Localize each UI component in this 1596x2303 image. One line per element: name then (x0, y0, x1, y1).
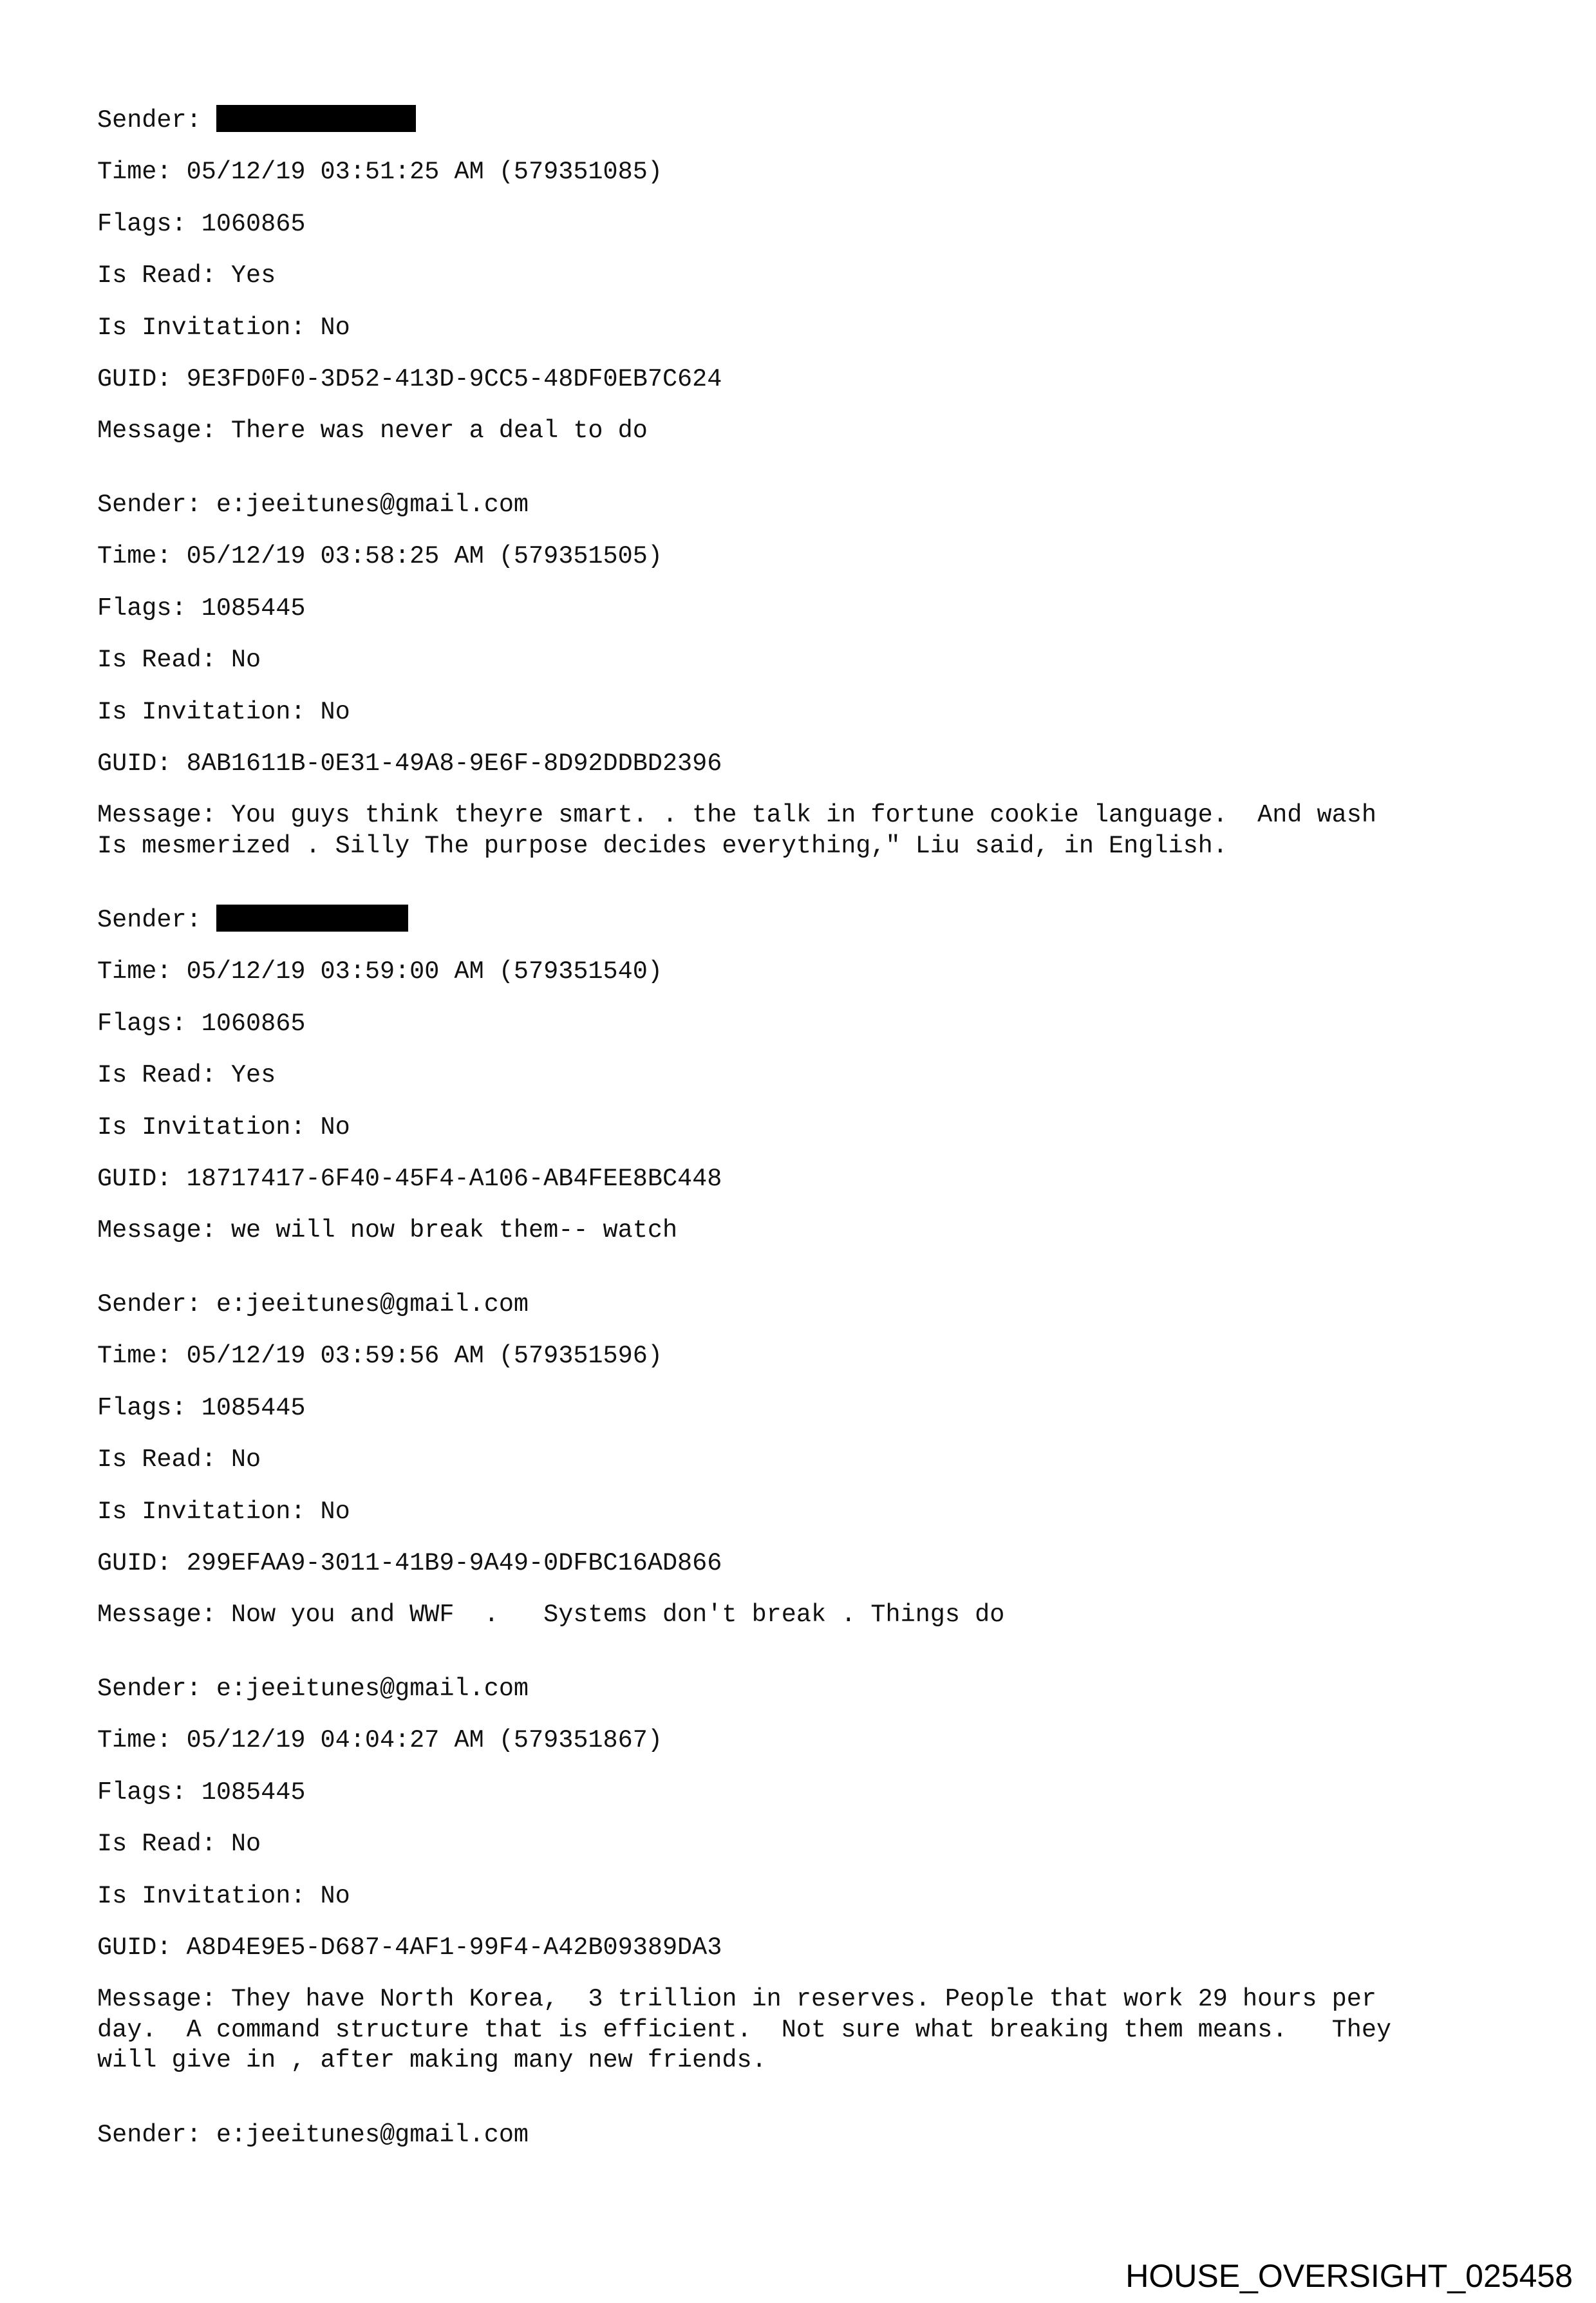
flags-line: Flags: 1085445 (97, 1394, 306, 1422)
sender-address: e:jeeitunes@gmail.com (216, 1290, 529, 1319)
flags-line: Flags: 1060865 (97, 210, 306, 238)
is-read-line: Is Read: No (97, 1445, 261, 1474)
message-text: Message: we will now break them-- watch (97, 1216, 678, 1245)
is-invitation-line: Is Invitation: No (97, 1882, 350, 1910)
is-read-line: Is Read: Yes (97, 1061, 276, 1089)
redaction-bar (216, 905, 408, 932)
bates-number: HOUSE_OVERSIGHT_025458 (1125, 2258, 1573, 2294)
guid-line: GUID: 9E3FD0F0-3D52-413D-9CC5-48DF0EB7C624 (97, 365, 722, 393)
time-line: Time: 05/12/19 04:04:27 AM (579351867) (97, 1726, 662, 1754)
message-text: Message: They have North Korea, 3 trillion in reserves. People that work 29 hours per day. A command structure that is efficient. Not sure what breaking them means. They will give in , after making many new friends. (97, 1985, 1392, 2074)
is-invitation-line: Is Invitation: No (97, 698, 350, 726)
flags-line: Flags: 1085445 (97, 594, 306, 623)
sender-line (97, 489, 529, 520)
flags-line: Flags: 1085445 (97, 1778, 306, 1807)
sender-line (97, 905, 408, 935)
sender-line (97, 105, 416, 136)
message-text: Message: Now you and WWF . Systems don't break . Things do (97, 1601, 1005, 1629)
guid-line: GUID: 18717417-6F40-45F4-A106-AB4FEE8BC448 (97, 1165, 722, 1193)
redaction-bar (216, 105, 416, 132)
is-invitation-line: Is Invitation: No (97, 314, 350, 342)
sender-label: Sender: (97, 906, 216, 934)
sender-label: Sender: (97, 1675, 216, 1703)
guid-line: GUID: 299EFAA9-3011-41B9-9A49-0DFBC16AD866 (97, 1549, 722, 1577)
sender-label: Sender: (97, 2121, 216, 2149)
sender-label: Sender: (97, 1290, 216, 1319)
is-read-line: Is Read: No (97, 646, 261, 674)
sender-address: e:jeeitunes@gmail.com (216, 2121, 529, 2149)
is-read-line: Is Read: No (97, 1830, 261, 1858)
time-line: Time: 05/12/19 03:59:56 AM (579351596) (97, 1342, 662, 1370)
message-text: Message: There was never a deal to do (97, 417, 648, 445)
sender-address: e:jeeitunes@gmail.com (216, 1675, 529, 1703)
sender-label: Sender: (97, 491, 216, 519)
time-line: Time: 05/12/19 03:58:25 AM (579351505) (97, 542, 662, 570)
time-line: Time: 05/12/19 03:59:00 AM (579351540) (97, 957, 662, 986)
is-read-line: Is Read: Yes (97, 261, 276, 290)
message-text: Message: You guys think theyre smart. . the talk in fortune cookie language. And wash Is mesmerized . Silly The purpose decides everything," Liu said, in English. (97, 801, 1376, 860)
sender-address: e:jeeitunes@gmail.com (216, 491, 529, 519)
sender-line (97, 1289, 529, 1320)
guid-line: GUID: 8AB1611B-0E31-49A8-9E6F-8D92DDBD2396 (97, 749, 722, 778)
guid-line: GUID: A8D4E9E5-D687-4AF1-99F4-A42B09389DA3 (97, 1933, 722, 1962)
sender-line (97, 1673, 529, 1704)
is-invitation-line: Is Invitation: No (97, 1113, 350, 1142)
flags-line: Flags: 1060865 (97, 1010, 306, 1038)
is-invitation-line: Is Invitation: No (97, 1498, 350, 1526)
sender-line (97, 2120, 529, 2150)
sender-label: Sender: (97, 106, 216, 135)
time-line: Time: 05/12/19 03:51:25 AM (579351085) (97, 158, 662, 186)
